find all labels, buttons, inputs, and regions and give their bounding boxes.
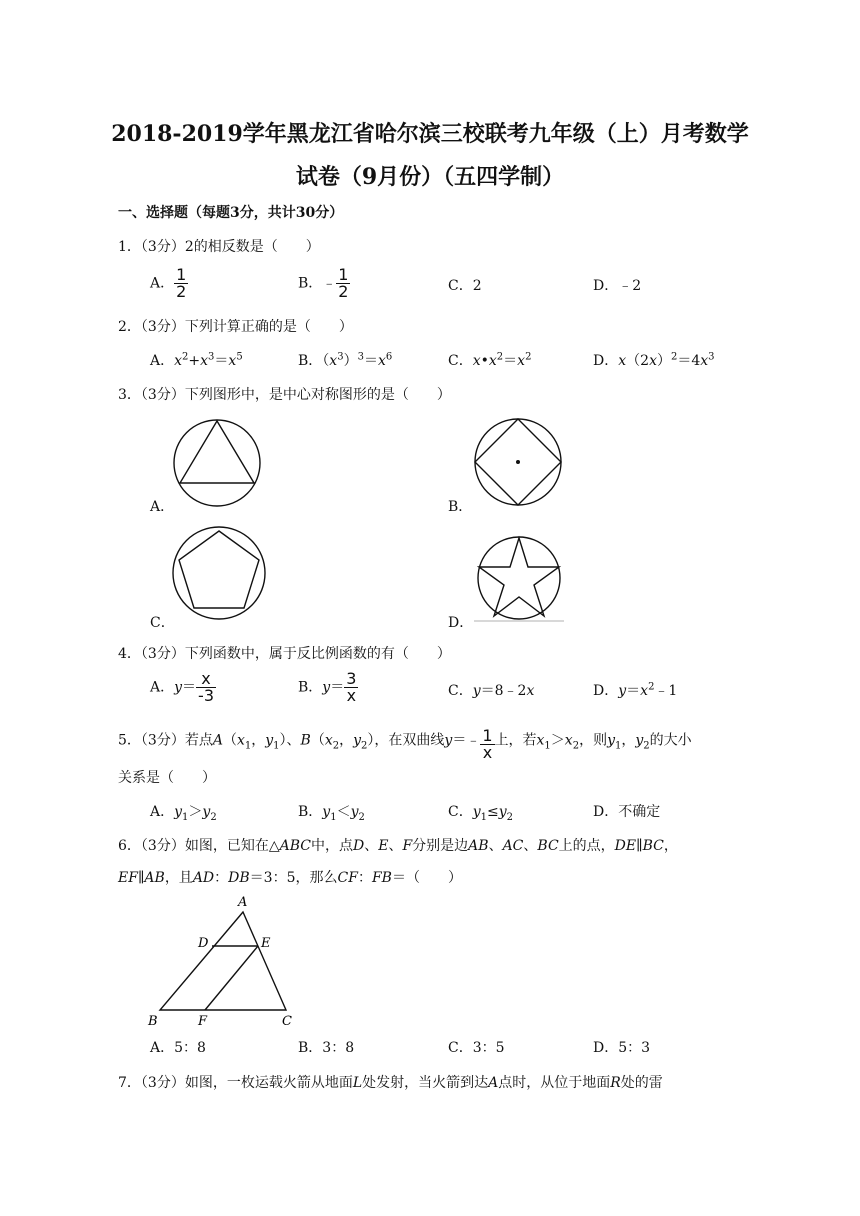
- q3-figure-a: [172, 418, 272, 508]
- q4-option-c: C．y＝8﹣2x: [448, 683, 535, 699]
- q3-figure-d: [474, 536, 574, 626]
- q1-option-d: D．﹣2: [593, 278, 642, 294]
- q5-option-c: C．$y_1\le y_2$: [448, 804, 514, 823]
- q6-label-c: C: [282, 1014, 292, 1029]
- exam-title-line2: 试卷（9月份）（五四学制）: [295, 164, 565, 190]
- q5-stem-line2: 关系是（ ）: [118, 770, 216, 786]
- q2-option-d: D．$x(2x)^2=4x^3$: [593, 351, 715, 369]
- q1-option-a: A． $\frac{1}{2}$: [150, 265, 187, 301]
- q6-label-a: A: [238, 895, 248, 910]
- q6-stem-line1: 6．（3分）如图，已知在△ABC中，点D、E、F分别是边AB、AC、BC上的点，DE∥BC，: [118, 838, 678, 854]
- q7-stem: 7．（3分）如图，一枚运载火箭从地面L处发射，当火箭到达A点时，从位于地面R处的雷: [118, 1075, 663, 1091]
- section-heading: 一、选择题（每题3分，共计30分）: [118, 205, 344, 221]
- q1-option-c: C．2: [448, 278, 482, 294]
- q4-stem: 4．（3分）下列函数中，属于反比例函数的有（ ）: [118, 646, 451, 662]
- q2-stem: 2．（3分）下列计算正确的是（ ）: [118, 319, 353, 335]
- q3-stem: 3．（3分）下列图形中，是中心对称图形的是（ ）: [118, 387, 451, 403]
- q6-option-d: D．5：3: [593, 1040, 651, 1056]
- q5-option-a: A．$y_1>y_2$: [150, 804, 217, 823]
- exam-title-line1: 2018-2019学年黑龙江省哈尔滨三校联考九年级（上）月考数学: [111, 121, 749, 147]
- q6-triangle-figure: [146, 892, 306, 1032]
- q1-option-b: B．﹣ $\frac{1}{2}$: [298, 265, 349, 301]
- q6-label-b: B: [148, 1014, 158, 1029]
- q3-option-a-label: A．: [150, 499, 175, 515]
- q5-stem: 5．（3分）若点$A(x_1$，$y_1$）、$B(x_2$，$y_2$），在双曲线y＝﹣ $\frac{1}{x}$ 上，若$x_1>x_2$，则$y_1$，$y_2$的大小: [118, 726, 692, 762]
- q2-option-b: B．$(x^3)^3=x^6$: [298, 351, 393, 369]
- q5-option-d: D．不确定: [593, 804, 661, 820]
- q6-label-e: E: [261, 936, 271, 951]
- q1-stem: 1．（3分）2的相反数是（ ）: [118, 239, 320, 255]
- q3-option-d-label: D．: [448, 615, 474, 631]
- q3-figure-c: [172, 526, 272, 626]
- q3-option-b-label: B．: [448, 499, 473, 515]
- q3-figure-b: [474, 418, 574, 508]
- q4-option-a: A．y＝ $\frac{x}{-3}$: [150, 669, 214, 705]
- q6-label-f: F: [198, 1014, 208, 1029]
- q6-option-b: B．3：8: [298, 1040, 355, 1056]
- q6-label-d: D: [198, 936, 209, 951]
- q3-option-c-label: C．: [150, 615, 175, 631]
- q6-option-c: C．3：5: [448, 1040, 505, 1056]
- q6-stem-line2: EF∥AB，且AD：DB＝3：5，那么CF：FB＝（ ）: [118, 870, 462, 886]
- q2-option-c: C．$x•x^2=x^2$: [448, 351, 532, 369]
- q2-option-a: A．$x^2+x^3=x^5$: [150, 351, 243, 369]
- q4-option-d: D．$y=x^2﹣1$: [593, 681, 678, 699]
- q4-option-b: B．y＝ $\frac{3}{x}$: [298, 669, 357, 705]
- q5-option-b: B．$y_1<y_2$: [298, 804, 365, 823]
- q6-option-a: A．5：8: [150, 1040, 206, 1056]
